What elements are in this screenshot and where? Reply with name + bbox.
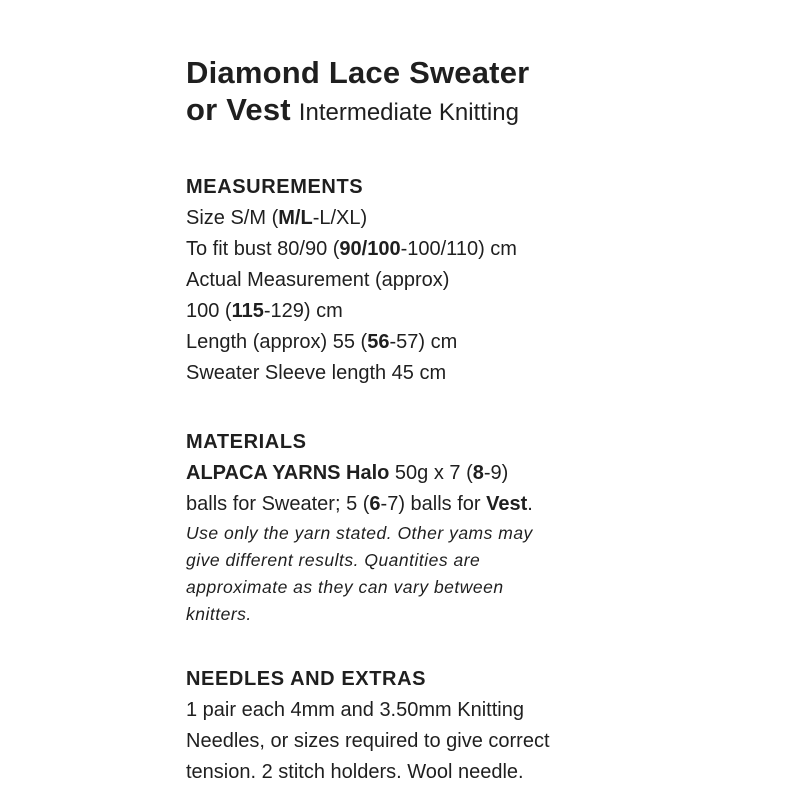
actual-bold: 115 [231,300,264,322]
needles-line: 1 pair each 4mm and 3.50mm Knitting [186,699,524,721]
materials-heading: MATERIALS [186,431,307,453]
size-line [186,203,786,234]
length-bold: 56 [367,331,390,353]
yarn-brand: ALPACA YARNS Halo [186,462,390,484]
title-line-2 [186,91,786,131]
length-suffix: -57) cm [389,331,458,353]
bust-line [186,234,786,265]
balls-bold: 6 [369,493,381,515]
pattern-document [186,54,786,788]
yarn-line [186,458,786,489]
materials-section [186,427,786,628]
actual-measurement-line [186,296,786,327]
skill-level: Intermediate Knitting [298,99,519,126]
yarn-note-line: give different results. Quantities are [186,550,481,570]
balls-mid: -7) balls for [380,493,487,515]
balls-suffix: . [527,493,533,515]
actual-measurement-label: Actual Measurement (approx) [186,269,450,291]
length-line [186,327,786,358]
needles-heading: NEEDLES AND EXTRAS [186,668,427,690]
bust-bold: 90/100 [339,238,401,260]
bust-suffix: -100/110) cm [400,238,517,260]
yarn-bold: 8 [472,462,484,484]
title-line-2-text: or Vest [186,92,291,127]
yarn-note-line: Use only the yarn stated. Other yams may [186,523,533,543]
actual-prefix: 100 ( [186,300,232,322]
actual-suffix: -129) cm [263,300,343,322]
title-line-1: Diamond Lace Sweater [186,55,530,90]
balls-vest-bold: Vest [486,493,528,515]
yarn-note-line: knitters. [186,604,252,624]
length-prefix: Length (approx) 55 ( [186,331,368,353]
needles-section [186,664,786,788]
size-suffix: -L/XL) [312,207,368,229]
balls-line [186,489,786,520]
balls-prefix: balls for Sweater; 5 ( [186,493,370,515]
yarn-suffix: -9) [483,462,509,484]
bust-prefix: To fit bust 80/90 ( [186,238,340,260]
measurements-section [186,172,786,389]
needles-line: tension. 2 stitch holders. Wool needle. [186,761,524,783]
needles-line: Needles, or sizes required to give correct [186,730,550,752]
measurements-heading: MEASUREMENTS [186,176,364,198]
sleeve-line: Sweater Sleeve length 45 cm [186,362,447,384]
yarn-note-line: approximate as they can vary between [186,577,504,597]
size-bold: M/L [278,207,313,229]
size-prefix: Size S/M ( [186,207,279,229]
yarn-prefix: 50g x 7 ( [389,462,473,484]
pattern-title [186,54,786,131]
